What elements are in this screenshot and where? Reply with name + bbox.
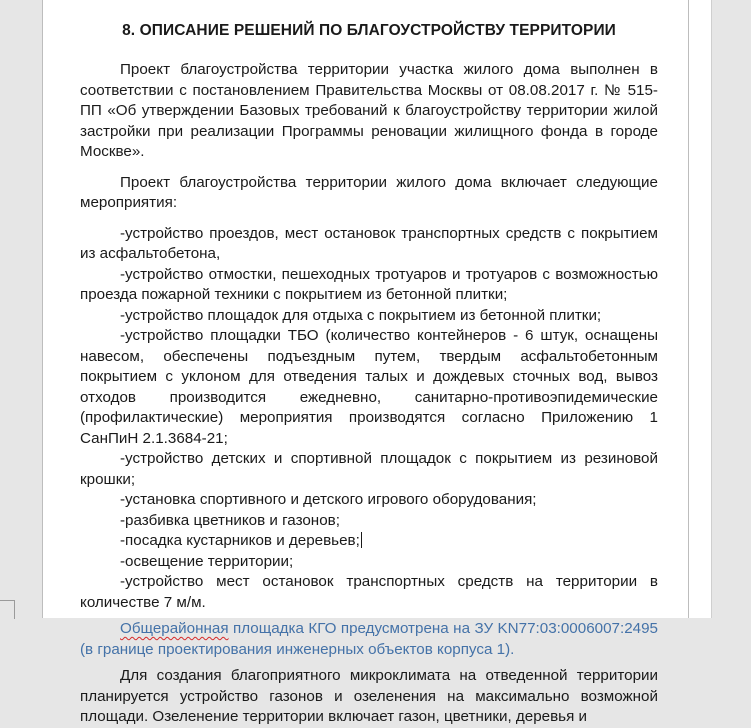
measure-item[interactable]: -устройство отмостки, пешеходных тротуаров и тротуаров с возможностью проезда пожарной техники с покрытием из бетонной плитки; bbox=[80, 265, 658, 303]
left-gutter bbox=[0, 0, 42, 618]
right-gutter bbox=[711, 0, 751, 618]
measure-item-with-cursor[interactable] bbox=[80, 531, 658, 552]
right-margin-strip bbox=[689, 0, 712, 618]
measure-item[interactable]: -установка спортивного и детского игрового оборудования; bbox=[120, 491, 537, 508]
measures-lead-paragraph[interactable]: Проект благоустройства территории жилого дома включает следующие мероприятия: bbox=[80, 173, 658, 211]
text-cursor bbox=[361, 532, 362, 548]
kgo-paragraph-text: площадка КГО предусмотрена на ЗУ KN77:03:0006007:2495 (в границе проектирования инженерных объектов корпуса 1). bbox=[80, 620, 658, 658]
measure-item-text: -посадка кустарников и деревьев; bbox=[120, 532, 360, 549]
page-edge-right bbox=[688, 0, 689, 618]
measure-item[interactable]: -устройство площадки ТБО (количество контейнеров - 6 штук, оснащены навесом, обеспечены подъездным путем, твердым асфальтобетонным покрытием с уклоном для отведения талых и дождевых сточных вод, вывоз отходов производится ежедневно, санитарно-противоэпидемические (профилактические) мероприятия производятся согласно Приложению 1 СанПиН 2.1.3684-21; bbox=[80, 327, 658, 447]
section-heading: 8. ОПИСАНИЕ РЕШЕНИЙ ПО БЛАГОУСТРОЙСТВУ ТЕРРИТОРИИ bbox=[122, 22, 616, 39]
intro-paragraph[interactable]: Проект благоустройства территории участка жилого дома выполнен в соответствии с постановлением Правительства Москвы от 08.08.2017 г. № 515-ПП «Об утверждении Базовых требований к благоустройству территории жилой застройки при реализации Программы реновации жилищного фонда в городе Москве». bbox=[80, 61, 658, 160]
measure-item[interactable]: -устройство площадок для отдыха с покрытием из бетонной плитки; bbox=[120, 306, 602, 324]
measure-item[interactable]: -устройство детских и спортивной площадок с покрытием из резиновой крошки; bbox=[80, 450, 658, 488]
ruler-corner-mark bbox=[0, 600, 15, 619]
spellcheck-flagged-word[interactable]: Общерайонная bbox=[120, 620, 229, 637]
measure-item[interactable]: -устройство мест остановок транспортных средств на территории в количестве 7 м/м. bbox=[80, 573, 658, 611]
microclimate-paragraph[interactable]: Для создания благоприятного микроклимата на отведенной территории планируется устройство газонов и озеленения на максимально возможной площади. Озеленение территории включает газон, цветники, деревья и bbox=[80, 667, 658, 725]
measure-item[interactable]: -устройство проездов, мест остановок транспортных средств с покрытием из асфальтобетона, bbox=[80, 224, 658, 262]
page-edge-left bbox=[42, 0, 43, 618]
document-page[interactable] bbox=[42, 0, 688, 725]
measure-item[interactable]: -освещение территории; bbox=[120, 552, 294, 570]
page-content[interactable] bbox=[80, 0, 658, 728]
measure-item[interactable]: -разбивка цветников и газонов; bbox=[120, 511, 340, 529]
kgo-paragraph[interactable] bbox=[80, 619, 658, 660]
